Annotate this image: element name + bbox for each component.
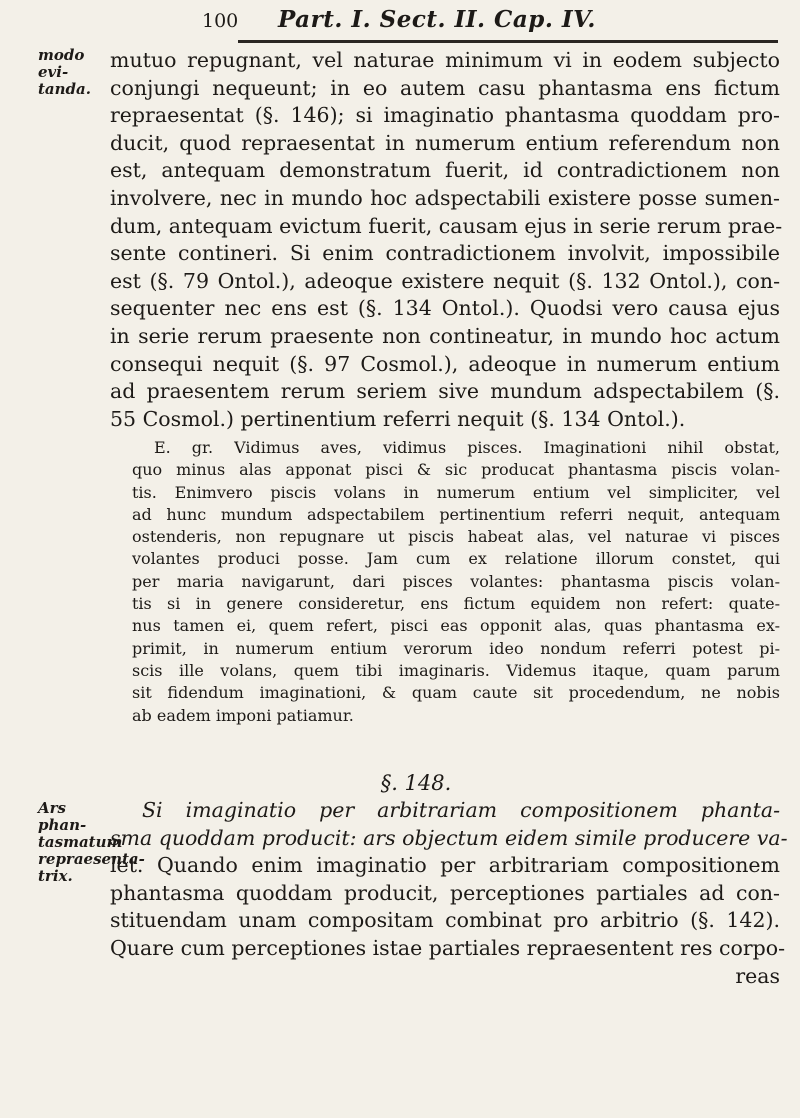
- text-line: stituendam unam compositam combinat pro arbitrio (§. 142).: [110, 908, 780, 933]
- running-head: Part. I. Sect. II. Cap. IV.: [278, 6, 596, 33]
- text-line: repraesentat (§. 146); si imaginatio phantasma quoddam pro-: [110, 103, 780, 128]
- example-line: tis si in genere consideretur, ens fictum equidem non refert: quate-: [132, 594, 780, 614]
- example-line: primit, in numerum entium verorum ideo nondum referri potest pi-: [132, 638, 780, 658]
- example-line: E. gr. Vidimus aves, vidimus pisces. Imaginationi nihil obstat,: [154, 438, 780, 457]
- paragraph-main: [110, 47, 783, 433]
- thesis-italic: Si imaginatio per arbitrariam compositionem phanta-: [142, 798, 780, 822]
- example-line: volantes produci posse. Jam cum ex relatione illorum constet, qui: [132, 549, 780, 569]
- margin-note-line: tasmatum: [38, 833, 123, 851]
- text-line: est, antequam demonstratum fuerit, id contradictionem non: [110, 158, 780, 183]
- text-line: ducit, quod repraesentat in numerum entium referendum non: [110, 130, 780, 155]
- section-number: [0, 771, 800, 795]
- text-line: 55 Cosmol.) pertinentium referri nequit (§. 134 Ontol.).: [110, 406, 686, 431]
- thesis-italic: sma quoddam producit: ars objectum eidem simile producere va-: [110, 825, 788, 850]
- text-line: in serie rerum praesente non contineatur, in mundo hoc actum: [110, 323, 780, 348]
- text-line: involvere, nec in mundo hoc adspectabili existere posse sumen-: [110, 185, 780, 210]
- thesis-line: [110, 797, 780, 825]
- text-line: est (§. 79 Ontol.), adeoque existere nequit (§. 132 Ontol.), con-: [110, 268, 780, 293]
- margin-note-line: Ars phan-: [38, 799, 87, 834]
- catchword: reas: [735, 963, 780, 988]
- text-line: mutuo repugnant, vel naturae minimum vi in eodem subjecto: [110, 48, 780, 72]
- margin-note-line: modo evi-: [38, 46, 85, 81]
- example-paragraph: [132, 437, 780, 727]
- example-line: nus tamen ei, quem refert, pisci eas opponit alas, quas phantasma ex-: [132, 616, 780, 636]
- margin-note-modo-evitanda: [38, 47, 106, 98]
- text-line: sequenter nec ens est (§. 134 Ontol.). Quodsi vero causa ejus: [110, 296, 780, 321]
- paragraph-148: [110, 797, 788, 990]
- text-line: conjungi nequeunt; in eo autem casu phantasma ens fictum: [110, 75, 780, 100]
- example-line: tis. Enimvero piscis volans in numerum entium vel simpliciter, vel: [132, 482, 780, 502]
- text-line: sente contineri. Si enim contradictionem involvit, impossibile: [110, 241, 780, 266]
- thesis-line: [110, 825, 788, 853]
- example-line: sit fidendum imaginationi, & quam caute sit procedendum, ne nobis: [132, 683, 780, 703]
- example-line: ab eadem imponi patiamur.: [132, 705, 354, 725]
- margin-note-line: repraesenta-: [38, 850, 145, 868]
- page-number: 100: [202, 10, 239, 32]
- example-line: quo minus alas apponat pisci & sic producat phantasma piscis volan-: [132, 460, 780, 480]
- text-line: phantasma quoddam producit, perceptiones partiales ad con-: [110, 880, 780, 905]
- text-line: dum, antequam evictum fuerit, causam ejus in serie rerum prae-: [110, 213, 783, 238]
- margin-note-ars-phantasmatum: [38, 799, 145, 885]
- header-rule: [238, 40, 778, 43]
- margin-note-line: trix.: [38, 867, 73, 885]
- text-line: Quare cum perceptiones istae partiales repraesentent res corpo-: [110, 935, 786, 960]
- margin-note-line: tanda.: [38, 80, 91, 98]
- text-line: consequi nequit (§. 97 Cosmol.), adeoque in numerum entium: [110, 351, 780, 376]
- text-line: ad praesentem rerum seriem sive mundum adspectabilem (§.: [110, 379, 780, 404]
- example-line: ad hunc mundum adspectabilem pertinentium referri nequit, antequam: [132, 504, 780, 524]
- example-line: per maria navigarunt, dari pisces volantes: phantasma piscis volan-: [132, 571, 780, 591]
- page-header: [200, 6, 760, 42]
- section-number-text: §. 148.: [380, 771, 452, 795]
- example-line: scis ille volans, quem tibi imaginaris. Videmus itaque, quam parum: [132, 660, 780, 680]
- text-line: let. Quando enim imaginatio per arbitrariam compositionem: [110, 853, 780, 878]
- example-line: ostenderis, non repugnare ut piscis habeat alas, vel naturae vi pisces: [132, 527, 780, 547]
